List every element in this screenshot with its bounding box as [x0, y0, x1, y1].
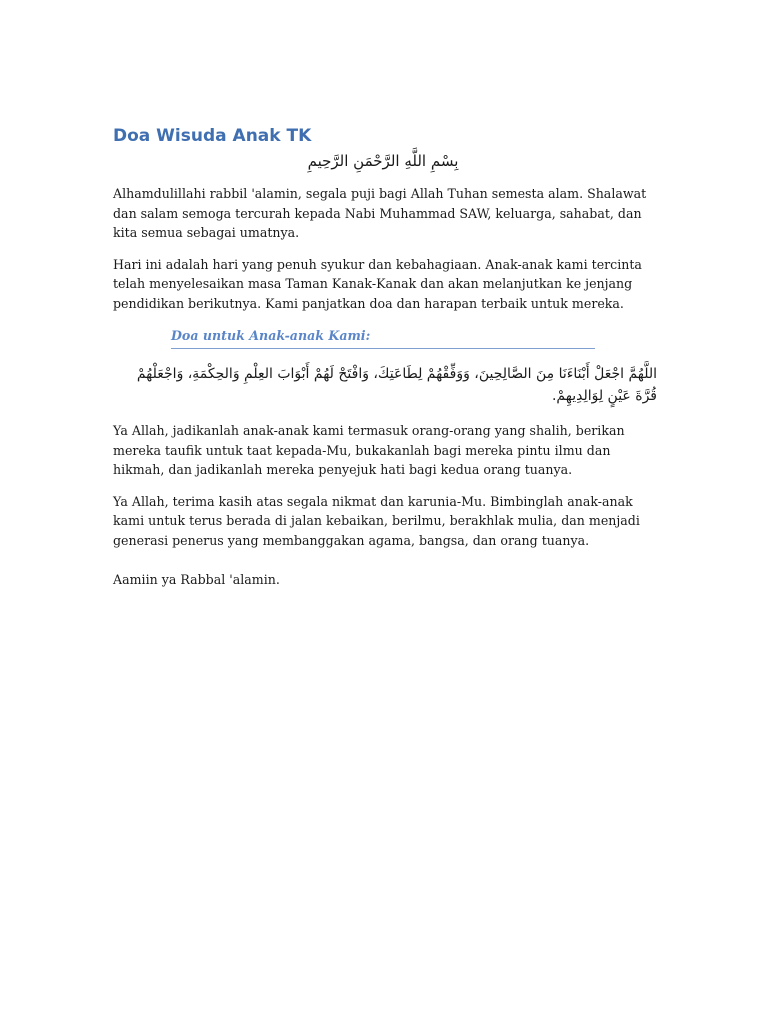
translation-paragraph-1: Ya Allah, jadikanlah anak-anak kami termasuk orang-orang yang shalih, berikan mereka taufik untuk taat kepada-Mu, bukakanlah bagi mereka pintu ilmu dan hikmah, dan jadikanlah mereka penyejuk hati bagi kedua orang tuanya. [113, 423, 625, 477]
intro-paragraph-1: Alhamdulillahi rabbil 'alamin, segala puji bagi Allah Tuhan semesta alam. Shalawat dan salam semoga tercurah kepada Nabi Muhammad SAW, keluarga, sahabat, dan kita semua sebagai umatnya. [113, 186, 647, 240]
document-page [113, 124, 657, 602]
translation-paragraph-2: Ya Allah, terima kasih atas segala nikmat dan karunia-Mu. Bimbinglah anak-anak kami untuk terus berada di jalan kebaikan, berilmu, berakhlak mulia, dan menjadi generasi penerus yang membanggakan agama, bangsa, dan orang tuanya. [113, 493, 640, 548]
prayer-subheading: Doa untuk Anak-anak Kami: [171, 328, 371, 343]
intro-paragraph-2: Hari ini adalah hari yang penuh syukur dan kebahagiaan. Anak-anak kami tercinta telah menyelesaikan masa Taman Kanak-Kanak dan akan melanjutkan ke jenjang pendidikan berikutnya. Kami panjatkan doa dan harapan terbaik untuk mereka. [113, 256, 642, 311]
bismillah-line: بِسْمِ اللَّهِ الرَّحْمَنِ الرَّحِيمِ [307, 152, 459, 170]
closing-line: Aamiin ya Rabbal 'alamin. [113, 572, 280, 587]
subheading-rule [171, 327, 595, 349]
arabic-prayer: اللَّهُمَّ اجْعَلْ أَبْنَاءَنَا مِنَ الصَّالِحِينَ، وَوَفِّقْهُمْ لِطَاعَتِكَ، وَافْتَحْ لَهُمْ أَبْوَابَ العِلْمِ وَالحِكْمَةِ، وَاجْعَلْهُمْ قُرَّةَ عَيْنٍ لِوَالِدِيهِمْ. [136, 366, 657, 404]
page-title: Doa Wisuda Anak TK [113, 126, 312, 146]
